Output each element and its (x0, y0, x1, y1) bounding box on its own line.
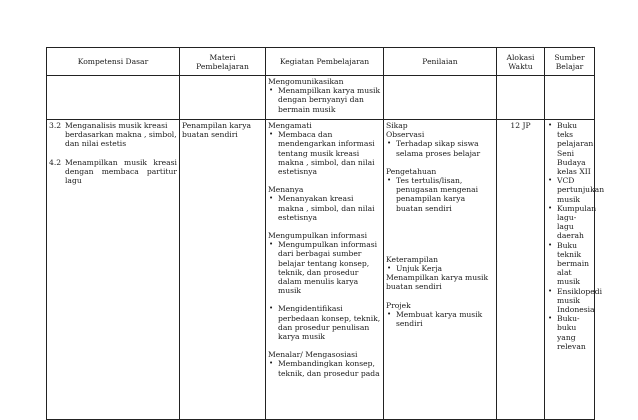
materi-cell (180, 120, 266, 420)
mengomunikasikan-item: • Menampilkan karya musik dengan bernyanyi dan bermain musik (268, 86, 381, 114)
mengumpulkan-item: • Mengidentifikasi perbedaan konsep, teknik, dan prosedur penulisan karya musik (268, 304, 381, 341)
header-sumber-belajar: Sumber Belajar (545, 48, 595, 76)
sumber-item: • Ensiklopedi musik Indonesia (547, 287, 592, 315)
kd-number: 3.2 (49, 121, 62, 130)
content-row (47, 120, 595, 420)
header-row (47, 48, 595, 76)
continued-kd-cell (47, 76, 180, 120)
kd-text: Menganalisis musik kreasi berdasarkan makna , simbol, dan nilai estetis (65, 121, 177, 149)
continued-kegiatan-cell (266, 76, 384, 120)
sumber-item: • VCD pertunjukan musik (547, 176, 592, 204)
mengamati-list (268, 130, 381, 176)
keterampilan-list (386, 264, 494, 273)
sumber-list (547, 121, 605, 351)
sumber-item: • Buku teks pelajaran Seni Budaya kelas XII (547, 121, 592, 176)
mengomunikasikan-list (268, 86, 381, 114)
mengomunikasikan-title: Mengomunikasikan (268, 77, 344, 86)
menalar-item: • Membandingkan konsep, teknik, dan prosedur pada (268, 359, 381, 377)
continued-row (47, 76, 595, 120)
projek-label: Projek (386, 300, 411, 310)
continued-materi-cell (180, 76, 266, 120)
kd-item-4-2 (49, 158, 177, 186)
kegiatan-cell (266, 120, 384, 420)
menanya-title: Menanya (268, 185, 304, 195)
sikap-label: Sikap (386, 121, 408, 130)
observasi-label: Observasi (386, 130, 425, 140)
kd-text: Menampilkan musik kreasi dengan membaca partitur lagu (65, 157, 177, 186)
projek-list (386, 310, 494, 328)
pengetahuan-label: Pengetahuan (386, 166, 437, 176)
spacer (386, 158, 494, 167)
sumber-item: • Buku-buku yang relevan (547, 314, 592, 351)
materi-text: Penampilan karya buatan sendiri (182, 121, 252, 140)
menalar-title: Menalar/ Mengasosiasi (268, 350, 358, 360)
mengumpulkan-title: Mengumpulkan informasi (268, 231, 368, 241)
mengamati-title: Mengamati (268, 121, 312, 130)
mengumpulkan-item: • Mengumpulkan informasi dari berbagai sumber belajar tentang konsep, teknik, dan prosedur dalam menulis karya musik (268, 240, 381, 295)
penilaian-cell (384, 120, 497, 420)
keterampilan-item: • Unjuk Kerja (386, 264, 494, 273)
mengamati-section (268, 121, 381, 176)
kd-cell (47, 120, 180, 420)
projek-item: • Membuat karya musik sendiri (386, 310, 494, 328)
kd-number: 4.2 (49, 157, 62, 167)
menanya-list (268, 194, 381, 222)
mengumpulkan-section (268, 231, 381, 341)
kd-item-3-2 (49, 121, 177, 149)
header-kegiatan-pembelajaran: Kegiatan Pembelajaran (266, 48, 384, 76)
menanya-section (268, 185, 381, 222)
pengetahuan-item: • Tes tertulis/lisan, penugasan mengenai penampilan karya buatan sendiri (386, 176, 494, 213)
pengetahuan-list (386, 176, 494, 213)
spacer (386, 292, 494, 301)
header-penilaian: Penilaian (384, 48, 497, 76)
sikap-list (386, 139, 494, 157)
spacer (386, 213, 494, 255)
sikap-item: • Terhadap sikap siswa selama proses belajar (386, 139, 494, 157)
continued-alokasi-cell (497, 76, 545, 120)
sumber-item: • Buku teknik bermain alat musik (547, 241, 592, 287)
mengamati-item: • Membaca dan mendengarkan informasi tentang musik kreasi makna , simbol, dan nilai estetisnya (268, 130, 381, 176)
continued-penilaian-cell (384, 76, 497, 120)
alokasi-cell (497, 120, 545, 420)
header-materi-pembelajaran: Materi Pembelajaran (180, 48, 266, 76)
header-alokasi-waktu: Alokasi Waktu (497, 48, 545, 76)
menalar-list (268, 359, 381, 377)
sumber-cell (545, 120, 605, 420)
sumber-item: • Kumpulan lagu-lagu daerah (547, 204, 592, 241)
mengumpulkan-list (268, 240, 381, 341)
syllabus-table (46, 47, 605, 420)
keterampilan-text: Menampilkan karya musik buatan sendiri (386, 273, 489, 292)
header-kompetensi-dasar: Kompetensi Dasar (47, 48, 180, 76)
menanya-item: • Menanyakan kreasi makna , simbol, dan nilai estetisnya (268, 194, 381, 222)
menalar-section (268, 350, 381, 378)
continued-sumber-cell (545, 76, 595, 120)
keterampilan-label: Keterampilan (386, 254, 439, 264)
alokasi-text: 12 JP (510, 121, 531, 130)
